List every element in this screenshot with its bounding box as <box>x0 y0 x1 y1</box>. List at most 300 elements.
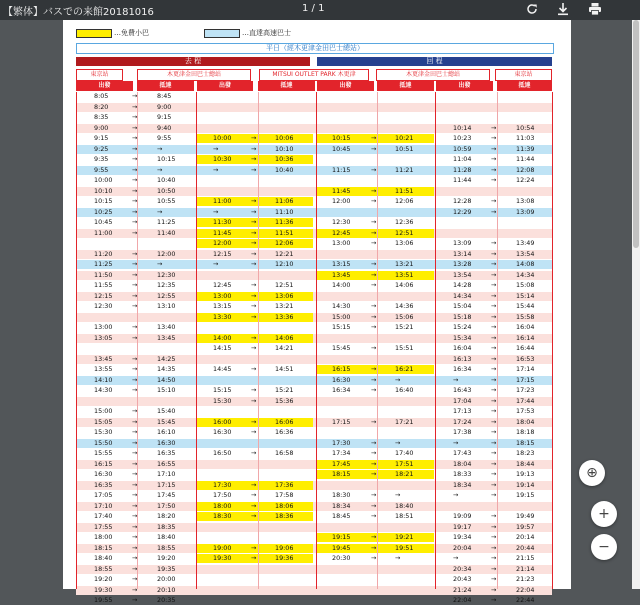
departure-time: 11:45 <box>332 186 351 195</box>
arrival-time: 11:03 <box>516 134 535 142</box>
row-express <box>76 439 552 448</box>
arrival-time: 12:21 <box>275 249 294 258</box>
departure-time: 17:04 <box>453 396 472 405</box>
arrival-time: 18:44 <box>516 459 535 468</box>
arrow-cell: → <box>251 417 257 426</box>
row-stripe <box>76 334 552 343</box>
arrival-time: 16:55 <box>157 459 176 468</box>
arrow-cell: → <box>371 260 377 268</box>
departure-time: 16:30 <box>94 470 113 478</box>
arrival-time: 10:50 <box>157 186 176 195</box>
arrow-cell: → <box>132 176 138 184</box>
page-indicator: 1 / 1 <box>302 3 325 14</box>
document-title: 【繁体】バスでの来館20181016 <box>3 7 154 18</box>
departure-time: 13:00 <box>332 239 351 247</box>
row-express <box>76 208 552 217</box>
arrow-cell: → <box>251 386 257 394</box>
arrow-cell: → <box>371 375 377 384</box>
arrival-time: 17:40 <box>395 449 414 457</box>
arrival-time: 17:15 <box>516 375 535 384</box>
arrival-time: 10:40 <box>275 165 294 174</box>
departure-time: 16:43 <box>453 386 472 394</box>
arrival-time: 14:25 <box>157 354 176 363</box>
arrow-cell: → <box>371 281 377 289</box>
departure-time: 14:28 <box>453 281 472 289</box>
departure-time: 19:30 <box>94 585 113 594</box>
arrival-time: 17:45 <box>157 491 176 499</box>
arrow-cell: → <box>371 449 377 457</box>
departure-time: 13:15 <box>332 260 351 268</box>
column-header: 抵達 <box>137 81 194 91</box>
departure-time: 17:43 <box>453 449 472 457</box>
legend-free-swatch <box>76 29 112 38</box>
arrow-cell: → <box>491 585 497 594</box>
arrow-cell: → <box>132 155 138 163</box>
arrow-cell: → <box>491 512 497 520</box>
arrival-time: 21:23 <box>516 575 535 583</box>
arrival-time: 15:58 <box>516 312 535 321</box>
departure-time: 11:25 <box>94 260 113 268</box>
departure-time: 14:34 <box>453 291 472 300</box>
departure-time: 18:34 <box>453 480 472 489</box>
arrival-time: 16:35 <box>157 449 176 457</box>
arrival-time: 11:06 <box>275 197 294 205</box>
departure-time: 10:30 <box>213 155 232 163</box>
departure-time: 11:55 <box>94 281 113 289</box>
departure-time: 10:25 <box>94 207 113 216</box>
arrival-time: 19:35 <box>157 564 176 573</box>
fit-page-button[interactable] <box>579 460 605 486</box>
column-divider <box>552 92 553 589</box>
arrival-time: 15:45 <box>157 417 176 426</box>
arrival-time: 15:08 <box>516 281 535 289</box>
arrival-time: 18:36 <box>275 512 294 520</box>
row-stripe <box>76 565 552 574</box>
row-stripe <box>76 523 552 532</box>
departure-time: 12:00 <box>332 197 351 205</box>
return-header: 回 程 <box>317 57 552 66</box>
zoom-in-button[interactable] <box>591 501 617 527</box>
row-express <box>76 145 552 154</box>
arrow-cell: → <box>371 186 377 195</box>
arrival-time: 13:10 <box>157 302 176 310</box>
arrival-time: 10:06 <box>275 134 294 142</box>
arrow-cell: → <box>491 575 497 583</box>
arrival-time: 15:06 <box>395 312 414 321</box>
row-stripe <box>76 460 552 469</box>
departure-time: 16:34 <box>332 386 351 394</box>
arrow-cell: → <box>371 533 377 541</box>
column-divider-thin <box>377 92 378 589</box>
arrival-time: 18:18 <box>516 428 535 436</box>
arrow-cell: → <box>371 218 377 226</box>
arrival-time: 14:50 <box>157 375 176 384</box>
arrow-cell: → <box>371 197 377 205</box>
arrow-cell: → <box>251 344 257 352</box>
departure-time: 11:00 <box>213 197 232 205</box>
departure-time: 11:45 <box>213 228 232 237</box>
departure-time: 17:38 <box>453 428 472 436</box>
row-express <box>76 376 552 385</box>
arrival-time: 16:36 <box>275 428 294 436</box>
arrow-cell: → <box>251 197 257 205</box>
arrow-cell: → <box>132 218 138 226</box>
arrow-cell: → <box>491 543 497 552</box>
arrow-cell: → <box>371 228 377 237</box>
departure-time: 17:34 <box>332 449 351 457</box>
download-icon[interactable] <box>555 1 571 17</box>
arrow-cell: → <box>132 260 138 268</box>
arrival-time: 16:06 <box>275 417 294 426</box>
arrival-time: 12:08 <box>516 165 535 174</box>
print-icon[interactable] <box>587 1 603 17</box>
departure-time: 15:05 <box>94 417 113 426</box>
arrival-time: 13:40 <box>157 323 176 331</box>
arrow-cell: → <box>132 113 138 121</box>
arrival-time: 18:15 <box>516 438 535 447</box>
arrival-time: 15:10 <box>157 386 176 394</box>
weekday-banner: 平日（經木更津金田巴士總站） <box>76 43 554 54</box>
arrow-cell: → <box>251 449 257 457</box>
arrow-cell: → <box>371 417 377 426</box>
arrival-time: 15:51 <box>395 344 414 352</box>
departure-time: 22:04 <box>453 596 472 604</box>
arrow-cell: → <box>251 501 257 510</box>
departure-time: 14:00 <box>332 281 351 289</box>
arrival-time: 15:14 <box>516 291 535 300</box>
departure-time: 16:13 <box>453 354 472 363</box>
zoom-out-button[interactable] <box>591 534 617 560</box>
departure-time: 19:34 <box>453 533 472 541</box>
arrow-cell: → <box>491 344 497 352</box>
arrival-time: 13:09 <box>516 207 535 216</box>
arrival-time: 8:45 <box>157 92 172 100</box>
arrival-time: 21:14 <box>516 564 535 573</box>
arrow-cell: → <box>491 134 497 142</box>
arrow-cell: → <box>491 239 497 247</box>
arrow-cell: → <box>491 333 497 342</box>
arrival-time: 18:51 <box>395 512 414 520</box>
departure-time: 20:30 <box>332 554 351 562</box>
departure-time: 15:15 <box>332 323 351 331</box>
row-stripe <box>76 292 552 301</box>
arrival-time: → <box>157 207 163 216</box>
departure-time: 15:00 <box>332 312 351 321</box>
departure-time: 12:30 <box>94 302 113 310</box>
departure-time: 15:34 <box>453 333 472 342</box>
arrow-cell: → <box>491 144 497 153</box>
departure-time: 10:10 <box>94 186 113 195</box>
arrow-cell: → <box>491 197 497 205</box>
arrow-cell: → <box>132 407 138 415</box>
departure-time: 15:50 <box>94 438 113 447</box>
arrow-cell: → <box>491 365 497 373</box>
arrow-cell: → <box>132 291 138 300</box>
departure-time: 14:10 <box>94 375 113 384</box>
row-stripe <box>76 103 552 112</box>
arrival-time: 15:21 <box>395 323 414 331</box>
arrival-time: 14:35 <box>157 365 176 373</box>
departure-time: 18:30 <box>213 512 232 520</box>
arrow-cell: → <box>251 480 257 489</box>
arrival-time: 11:40 <box>157 228 176 237</box>
departure-time: 15:55 <box>94 449 113 457</box>
arrival-time: 14:21 <box>275 344 294 352</box>
arrival-time: 13:21 <box>395 260 414 268</box>
departure-time: 17:30 <box>213 480 232 489</box>
arrival-time: 19:13 <box>516 470 535 478</box>
arrow-cell: → <box>491 281 497 289</box>
arrow-cell: → <box>491 407 497 415</box>
arrival-time: 16:30 <box>157 438 176 447</box>
arrow-cell: → <box>251 165 257 174</box>
departure-time: 20:43 <box>453 575 472 583</box>
arrival-time: 15:36 <box>275 396 294 405</box>
arrival-time: → <box>157 165 163 174</box>
departure-time: 15:04 <box>453 302 472 310</box>
outbound-header: 去 程 <box>76 57 310 66</box>
departure-time: 13:30 <box>213 312 232 321</box>
station-header: 東京站 <box>76 69 123 81</box>
arrow-cell: → <box>371 491 377 499</box>
departure-time: 11:30 <box>213 218 232 226</box>
departure-time: 8:35 <box>94 113 109 121</box>
departure-time: 10:00 <box>213 134 232 142</box>
arrival-time: 12:51 <box>275 281 294 289</box>
departure-time: 16:50 <box>213 449 232 457</box>
arrival-time: 19:06 <box>275 543 294 552</box>
departure-time: 9:00 <box>94 123 109 132</box>
arrival-time: 18:55 <box>157 543 176 552</box>
rotate-icon[interactable] <box>524 1 540 17</box>
departure-time: 16:04 <box>453 344 472 352</box>
arrival-time: 14:51 <box>275 365 294 373</box>
arrow-cell: → <box>491 375 497 384</box>
departure-time: 19:15 <box>332 533 351 541</box>
arrival-time: 12:06 <box>275 239 294 247</box>
arrival-time: 18:40 <box>395 501 414 510</box>
departure-time: 18:00 <box>94 533 113 541</box>
departure-time: → <box>213 165 219 174</box>
arrival-time: 11:10 <box>275 207 294 216</box>
arrival-time: 12:55 <box>157 291 176 300</box>
row-stripe <box>76 187 552 196</box>
column-divider-thin <box>258 92 259 589</box>
departure-time: 13:45 <box>332 270 351 279</box>
arrow-cell: → <box>371 144 377 153</box>
arrival-time: 17:15 <box>157 480 176 489</box>
departure-time: 16:30 <box>332 375 351 384</box>
arrival-time: 19:15 <box>516 491 535 499</box>
arrival-time: 17:36 <box>275 480 294 489</box>
arrow-cell: → <box>132 197 138 205</box>
departure-time: 17:40 <box>94 512 113 520</box>
row-stripe <box>76 271 552 280</box>
arrow-cell: → <box>132 92 138 100</box>
arrow-cell: → <box>132 428 138 436</box>
arrival-time: → <box>157 260 163 268</box>
arrow-cell: → <box>132 354 138 363</box>
departure-time: 14:30 <box>94 386 113 394</box>
pdf-toolbar <box>0 0 640 20</box>
arrow-cell: → <box>251 428 257 436</box>
row-stripe <box>76 397 552 406</box>
departure-time: 16:35 <box>94 480 113 489</box>
arrow-cell: → <box>132 186 138 195</box>
departure-time: 19:00 <box>213 543 232 552</box>
arrival-time: 9:15 <box>157 113 172 121</box>
arrival-time: 22:04 <box>516 585 535 594</box>
arrival-time: 14:36 <box>395 302 414 310</box>
departure-time: 11:20 <box>94 249 113 258</box>
arrival-time: 13:36 <box>275 312 294 321</box>
departure-time: 10:00 <box>94 176 113 184</box>
arrow-cell: → <box>251 207 257 216</box>
row-stripe <box>76 544 552 553</box>
arrival-time: 13:45 <box>157 333 176 342</box>
arrow-cell: → <box>132 564 138 573</box>
arrival-time: 18:20 <box>157 512 176 520</box>
arrow-cell: → <box>132 459 138 468</box>
departure-time: 17:10 <box>94 501 113 510</box>
arrow-cell: → <box>251 333 257 342</box>
arrow-cell: → <box>132 228 138 237</box>
departure-time: 12:45 <box>332 228 351 237</box>
arrow-cell: → <box>491 291 497 300</box>
arrival-time: 19:49 <box>516 512 535 520</box>
arrow-cell: → <box>491 354 497 363</box>
column-divider <box>316 92 317 589</box>
arrival-time: 19:21 <box>395 533 414 541</box>
arrival-time: 16:53 <box>516 354 535 363</box>
arrow-cell: → <box>491 459 497 468</box>
arrow-cell: → <box>251 228 257 237</box>
departure-time: 15:30 <box>94 428 113 436</box>
arrow-cell: → <box>491 302 497 310</box>
departure-time: 13:05 <box>94 333 113 342</box>
row-stripe <box>76 481 552 490</box>
arrival-time: → <box>395 491 401 499</box>
departure-time: 10:15 <box>94 197 113 205</box>
arrow-cell: → <box>132 543 138 552</box>
arrow-cell: → <box>371 165 377 174</box>
departure-time: → <box>213 144 219 153</box>
arrow-cell: → <box>132 533 138 541</box>
arrival-time: 13:54 <box>516 249 535 258</box>
arrival-time: 16:58 <box>275 449 294 457</box>
arrow-cell: → <box>251 239 257 247</box>
departure-time: 16:15 <box>94 459 113 468</box>
arrow-cell: → <box>251 543 257 552</box>
arrival-time: 19:20 <box>157 554 176 562</box>
arrival-time: 16:10 <box>157 428 176 436</box>
arrow-cell: → <box>491 491 497 499</box>
departure-time: → <box>453 375 459 384</box>
arrow-cell: → <box>132 302 138 310</box>
arrow-cell: → <box>251 260 257 268</box>
arrival-time: 17:50 <box>157 501 176 510</box>
arrow-cell: → <box>491 260 497 268</box>
column-header: 抵達 <box>497 81 552 91</box>
departure-time: 11:00 <box>94 228 113 237</box>
arrival-time: 12:24 <box>516 176 535 184</box>
arrival-time: 13:49 <box>516 239 535 247</box>
vertical-scrollbar-thumb[interactable] <box>633 20 639 248</box>
departure-time: 19:30 <box>213 554 232 562</box>
arrival-time: 18:06 <box>275 501 294 510</box>
departure-time: 17:50 <box>213 491 232 499</box>
arrow-cell: → <box>132 249 138 258</box>
arrow-cell: → <box>132 323 138 331</box>
arrow-cell: → <box>132 270 138 279</box>
column-header: 抵達 <box>377 81 434 91</box>
column-header: 出發 <box>436 81 493 91</box>
departure-time: 11:44 <box>453 176 472 184</box>
arrow-cell: → <box>491 123 497 132</box>
departure-time: 13:00 <box>213 291 232 300</box>
departure-time: 15:30 <box>213 396 232 405</box>
arrow-cell: → <box>371 323 377 331</box>
arrival-time: 10:36 <box>275 155 294 163</box>
arrival-time: 16:21 <box>395 365 414 373</box>
arrow-cell: → <box>251 302 257 310</box>
arrival-time: 14:06 <box>395 281 414 289</box>
arrow-cell: → <box>251 134 257 142</box>
arrival-time: 17:21 <box>395 417 414 426</box>
departure-time: 20:04 <box>453 543 472 552</box>
zoom-out-icon: − <box>598 539 610 555</box>
departure-time: 13:45 <box>94 354 113 363</box>
arrival-time: 21:15 <box>516 554 535 562</box>
arrow-cell: → <box>132 491 138 499</box>
arrival-time: 17:44 <box>516 396 535 405</box>
departure-time: 14:15 <box>213 344 232 352</box>
arrow-cell: → <box>251 365 257 373</box>
departure-time: 13:09 <box>453 239 472 247</box>
arrival-time: 17:23 <box>516 386 535 394</box>
arrow-cell: → <box>132 365 138 373</box>
arrow-cell: → <box>251 491 257 499</box>
arrival-time: 17:51 <box>395 459 414 468</box>
arrow-cell: → <box>251 144 257 153</box>
arrow-cell: → <box>491 480 497 489</box>
arrow-cell: → <box>371 438 377 447</box>
column-divider-thin <box>137 92 138 589</box>
departure-time: 17:13 <box>453 407 472 415</box>
row-stripe <box>76 124 552 133</box>
departure-time: 16:34 <box>453 365 472 373</box>
column-header: 抵達 <box>258 81 315 91</box>
arrival-time: 13:21 <box>275 302 294 310</box>
arrow-cell: → <box>251 155 257 163</box>
departure-time: 11:28 <box>453 165 472 174</box>
arrow-cell: → <box>132 134 138 142</box>
arrival-time: 13:08 <box>516 197 535 205</box>
station-header: 東京站 <box>495 69 552 81</box>
departure-time: 16:15 <box>332 365 351 373</box>
arrow-cell: → <box>251 281 257 289</box>
row-stripe <box>76 418 552 427</box>
arrival-time: 18:21 <box>395 470 414 478</box>
arrival-time: 13:06 <box>395 239 414 247</box>
arrival-time: 19:36 <box>275 554 294 562</box>
arrow-cell: → <box>491 564 497 573</box>
arrow-cell: → <box>132 417 138 426</box>
departure-time: → <box>213 207 219 216</box>
departure-time: 21:24 <box>453 585 472 594</box>
arrow-cell: → <box>491 428 497 436</box>
departure-time: 15:00 <box>94 407 113 415</box>
